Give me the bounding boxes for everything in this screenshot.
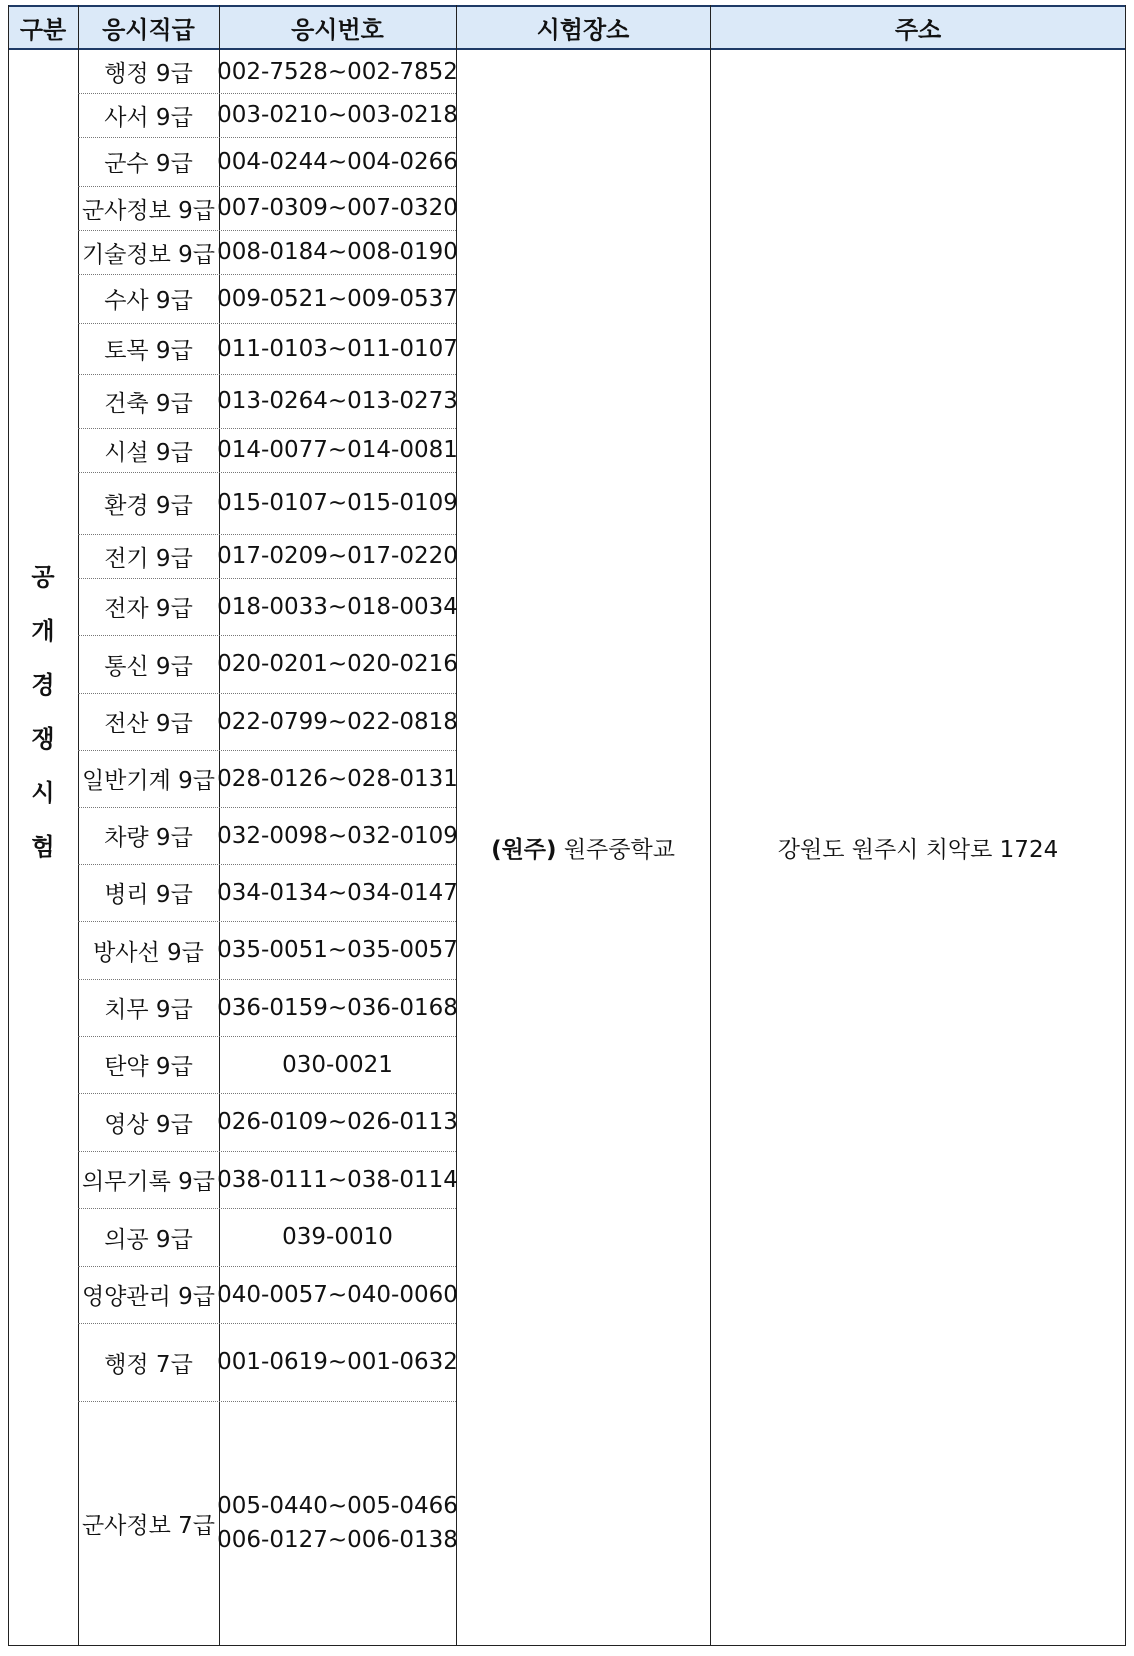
row-number bbox=[219, 50, 456, 93]
row-number-text: 009-0521~009-0537 bbox=[217, 285, 458, 312]
row-position: 사서 9급 bbox=[104, 104, 193, 131]
venue-cell bbox=[456, 50, 710, 1645]
row-number bbox=[219, 186, 456, 230]
row-position: 일반기계 9급 bbox=[81, 768, 216, 794]
row-number bbox=[219, 921, 456, 979]
row-position: 토목 9급 bbox=[104, 338, 193, 364]
row-number bbox=[219, 1208, 456, 1266]
category-char: 쟁 bbox=[31, 725, 55, 753]
category-char: 개 bbox=[31, 617, 55, 645]
row-number bbox=[219, 323, 456, 374]
row-position: 통신 9급 bbox=[104, 653, 193, 680]
address-cell: 강원도 원주시 치악로 1724 bbox=[777, 837, 1059, 863]
row-number-text: 008-0184~008-0190 bbox=[217, 239, 458, 265]
row-number bbox=[219, 1323, 456, 1401]
row-position: 행정 9급 bbox=[104, 61, 193, 87]
header-number: 응시번호 bbox=[291, 16, 384, 44]
row-position: 전기 9급 bbox=[104, 545, 193, 572]
row-number-text: 032-0098~032-0109 bbox=[217, 822, 458, 849]
row-number bbox=[219, 1151, 456, 1208]
row-number-text: 028-0126~028-0131 bbox=[217, 765, 458, 792]
row-number bbox=[219, 472, 456, 534]
row-position: 전산 9급 bbox=[104, 711, 193, 737]
row-number bbox=[219, 1036, 456, 1093]
row-position: 건축 9급 bbox=[104, 390, 193, 417]
row-number bbox=[219, 93, 456, 137]
row-number bbox=[219, 864, 456, 921]
row-number bbox=[219, 750, 456, 807]
row-number bbox=[219, 693, 456, 750]
row-number-text: 018-0033~018-0034 bbox=[217, 593, 458, 620]
row-number bbox=[219, 635, 456, 693]
row-number-text: 014-0077~014-0081 bbox=[217, 437, 458, 463]
row-number-text: 003-0210~003-0218 bbox=[217, 102, 458, 128]
row-position: 방사선 9급 bbox=[93, 939, 204, 966]
row-number bbox=[219, 374, 456, 428]
table-header bbox=[8, 5, 1126, 50]
category-char: 공 bbox=[31, 563, 55, 591]
row-number-text: 022-0799~022-0818 bbox=[217, 708, 458, 735]
row-number-text: 007-0309~007-0320 bbox=[217, 195, 458, 221]
header-position: 응시직급 bbox=[102, 16, 195, 44]
header-address: 주소 bbox=[894, 16, 942, 44]
row-number bbox=[219, 979, 456, 1036]
row-number-text: 034-0134~034-0147 bbox=[217, 879, 458, 906]
row-number-text: 020-0201~020-0216 bbox=[217, 651, 458, 677]
row-position: 의무기록 9급 bbox=[81, 1169, 216, 1195]
category-char: 경 bbox=[31, 671, 55, 699]
row-number bbox=[219, 534, 456, 578]
row-position: 군사정보 7급 bbox=[81, 1512, 216, 1539]
row-number bbox=[219, 1266, 456, 1323]
row-number bbox=[219, 274, 456, 323]
row-position: 탄약 9급 bbox=[104, 1054, 193, 1080]
row-number bbox=[219, 578, 456, 635]
category-char: 험 bbox=[31, 833, 55, 861]
row-number bbox=[219, 807, 456, 864]
row-number-text: 002-7528~002-7852 bbox=[217, 58, 458, 85]
row-number-text: 035-0051~035-0057 bbox=[217, 937, 458, 963]
row-number bbox=[219, 1401, 456, 1645]
row-position: 군사정보 9급 bbox=[81, 197, 216, 224]
row-position: 수사 9급 bbox=[104, 288, 193, 314]
row-number-text: 036-0159~036-0168 bbox=[217, 994, 458, 1021]
row-number-text: 005-0440~005-0466 bbox=[217, 1493, 458, 1519]
row-number-text: 001-0619~001-0632 bbox=[217, 1349, 458, 1375]
category-label bbox=[8, 550, 78, 874]
row-number-text: 006-0127~006-0138 bbox=[217, 1527, 458, 1553]
row-position: 기술정보 9급 bbox=[81, 241, 216, 268]
row-number-text: 017-0209~017-0220 bbox=[217, 543, 458, 569]
row-position: 군수 9급 bbox=[104, 151, 193, 177]
row-position: 전자 9급 bbox=[104, 596, 193, 622]
row-number-text: 038-0111~038-0114 bbox=[217, 1166, 458, 1193]
table-border-bottom bbox=[8, 1645, 1126, 1646]
row-position: 환경 9급 bbox=[104, 492, 193, 519]
row-number bbox=[219, 428, 456, 472]
row-number bbox=[219, 1093, 456, 1151]
row-number-text: 026-0109~026-0113 bbox=[217, 1109, 458, 1135]
row-number-text: 011-0103~011-0107 bbox=[217, 335, 458, 362]
row-position: 행정 7급 bbox=[104, 1351, 193, 1378]
row-position: 영양관리 9급 bbox=[81, 1284, 216, 1310]
header-category: 구분 bbox=[19, 16, 67, 44]
row-position: 치무 9급 bbox=[104, 997, 193, 1023]
header-venue: 시험장소 bbox=[536, 16, 630, 44]
category-char: 시 bbox=[31, 779, 55, 807]
venue-name: 원주중학교 bbox=[563, 837, 675, 863]
venue-region: (원주) bbox=[491, 837, 557, 863]
row-number-text: 004-0244~004-0266 bbox=[217, 148, 458, 175]
row-position: 의공 9급 bbox=[104, 1226, 193, 1253]
row-number-text: 030-0021 bbox=[282, 1051, 393, 1078]
row-number-text: 013-0264~013-0273 bbox=[217, 388, 458, 414]
row-number-text: 015-0107~015-0109 bbox=[217, 490, 458, 516]
row-position: 영상 9급 bbox=[104, 1111, 193, 1138]
row-position: 시설 9급 bbox=[104, 439, 193, 466]
row-number-text: 040-0057~040-0060 bbox=[217, 1281, 458, 1308]
row-number bbox=[219, 230, 456, 274]
row-position: 병리 9급 bbox=[104, 882, 193, 908]
row-position: 차량 9급 bbox=[104, 825, 193, 851]
row-number bbox=[219, 137, 456, 186]
exam-venue-table bbox=[8, 5, 1126, 1646]
row-number-text: 039-0010 bbox=[282, 1224, 393, 1250]
